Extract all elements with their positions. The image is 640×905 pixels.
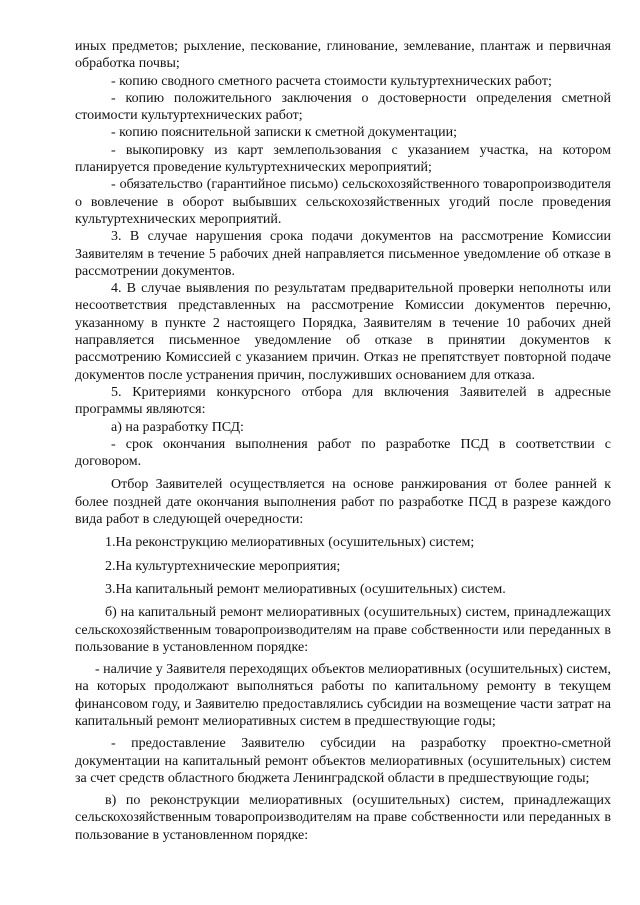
subitem-b-criterion-1: - наличие у Заявителя переходящих объектов мелиоративных (осушительных) систем, на которых продолжают выполняться работы по капитальному ремонту в текущем финансовом году, и Заявителю предоставлялись субсидии на возмещение части затрат на капитальный ремонт мелиоративных систем в предшествующие годы;: [75, 662, 611, 729]
subitem-a-heading: а) на разработку ПСД:: [111, 419, 244, 435]
subitem-b-heading: б) на капитальный ремонт мелиоративных (осушительных) систем, принадлежащих сельскохозяйственным товаропроизводителям на праве собственности или переданных в пользование в установленном порядке:: [75, 605, 611, 655]
paragraph-soil-treatment: иных предметов; рыхление, пескование, глинование, землевание, плантаж и первичная обработка почвы;: [75, 39, 611, 72]
paragraph-item-3: 3. В случае нарушения срока подачи документов на рассмотрение Комиссии Заявителям в течение 5 рабочих дней направляется письменное уведомление об отказе в рассмотрении документов.: [75, 229, 611, 279]
list-item-explanatory-note: - копию пояснительной записки к сметной документации;: [111, 125, 457, 141]
list-item-estimate-copy: - копию сводного сметного расчета стоимости культуртехнических работ;: [111, 73, 552, 89]
list-item-expert-conclusion: - копию положительного заключения о достоверности определения сметной стоимости культуртехнических работ;: [75, 90, 611, 124]
ranking-item-1: 1.На реконструкцию мелиоративных (осушительных) систем;: [105, 535, 475, 551]
subitem-a-criterion: - срок окончания выполнения работ по разработке ПСД в соответствии с договором.: [75, 436, 611, 470]
list-item-guarantee-letter: - обязательство (гарантийное письмо) сельскохозяйственного товаропроизводителя о вовлечение в оборот выбывших сельскохозяйственных угодий после проведения культуртехнических мероприятий.: [75, 177, 611, 227]
paragraph-selection-ranking: Отбор Заявителей осуществляется на основе ранжирования от более ранней к более поздней дате окончания выполнения работ по разработке ПСД в разрезе каждого вида работ в следующей очередности:: [75, 477, 611, 528]
paragraph-item-4: 4. В случае выявления по результатам предварительной проверки неполноты или несоответствия представленных на рассмотрение Комиссии документов перечню, указанному в пункте 2 настоящего Порядка, Заявителям в течение 10 рабочих дней направляется письменное уведомление об отказе в принятии документов к рассмотрению Комиссией с указанием причин. Отказ не препятствует повторной подаче документов после устранения причин, послуживших основанием для отказа.: [75, 281, 611, 383]
subitem-b-criterion-2: - предоставление Заявителю субсидии на разработку проектно-сметной документации на капитальный ремонт объектов мелиоративных (осушительных) систем за счет средств областного бюджета Ленинградской области в предшествующие годы;: [75, 736, 611, 786]
list-item-land-map-extract: - выкопировку из карт землепользования с указанием участка, на котором планируется проведение культуртехнических мероприятий;: [75, 142, 611, 176]
ranking-item-3: 3.На капитальный ремонт мелиоративных (осушительных) систем.: [105, 581, 506, 597]
subitem-v-heading: в) по реконструкции мелиоративных (осушительных) систем, принадлежащих сельскохозяйственным товаропроизводителям на праве собственности или переданных в пользование в установленном порядке:: [75, 793, 611, 843]
ranking-item-2: 2.На культуртехнические мероприятия;: [105, 558, 341, 574]
paragraph-item-5: 5. Критериями конкурсного отбора для включения Заявителей в адресные программы являются:: [75, 384, 611, 418]
